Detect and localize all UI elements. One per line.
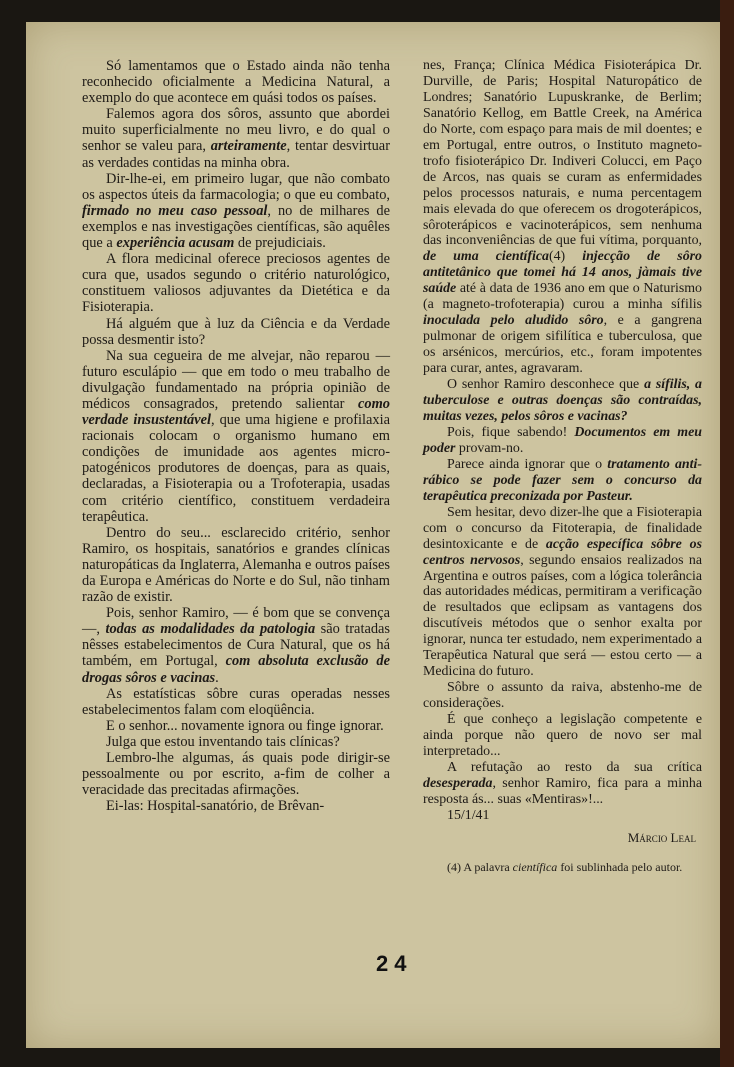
paragraph-text: Dentro do seu... esclarecido critério, senhor Ramiro, os hospitais, sanatórios e grandes clínicas naturopáticas da Inglaterra, Alemanha e outros países da Europa e Américas do Norte e do Sul, não tinham razão de existir.: [82, 524, 390, 606]
footnote: (4) A palavra científica foi sublinhada pelo autor.: [447, 859, 683, 874]
paragraph-text: Há alguém que à luz da Ciência e da Verdade possa desmentir isto?: [82, 315, 390, 348]
page-number: 24: [376, 951, 413, 976]
paragraph-text: , que uma higiene e profilaxia racionais colocam o organismo humano em condições de imunidade aos agentes micro-patogénicos produtores de doenças, para as quais, declaradas, a Fisioterapia ou a Trofoterapia, usadas com critério científico, constituem verdadeira terapêutica.: [82, 412, 390, 525]
paragraph-text: , tentar desvirtuar as verdades contidas na minha obra.: [82, 138, 390, 171]
paragraph-text: Pois, fique sabendo!: [447, 424, 575, 440]
paragraph-text: são tratadas nêsses estabelecimentos de Cura Natural, que os há também, em Portugal,: [82, 621, 391, 670]
paragraph-text: até à data de 1936 ano em que o Naturismo (a magneto-trofoterapia) curou a minha sífilis: [423, 281, 702, 313]
paragraph-text: Lembro-lhe algumas, ás quais pode dirigir-se pessoalmente ou por escrito, a-fim de colher a veracidade das precitadas afirmações.: [82, 750, 390, 799]
emphasis-text: arteiramente: [210, 138, 287, 155]
emphasis-text: como verdade insustentável: [82, 395, 390, 429]
paragraph: [82, 718, 390, 734]
paragraph: [423, 712, 702, 760]
paragraph: [423, 457, 702, 505]
paragraph: [423, 425, 702, 457]
paragraph-text: Na sua cegueira de me alvejar, não reparou — futuro esculápio — que em todo o meu trabalho de divulgação fundamentado na própria opinião de médicos consagrados, pretendo salientar: [82, 347, 390, 412]
paragraph-text: (4): [548, 249, 583, 265]
signature: Márcio Leal: [627, 829, 696, 845]
paragraph-text: Falemos agora dos sôros, assunto que abordei muito superficialmente no meu livro, e do qual o senhor se valeu para,: [82, 106, 390, 155]
paragraph: [423, 680, 702, 712]
paragraph: [82, 251, 390, 315]
paragraph-text: Dir-lhe-ei, em primeiro lugar, que não combato os aspectos úteis da farmacologia; o que eu combato,: [82, 170, 390, 203]
paragraph: [423, 58, 702, 377]
paragraph: [423, 505, 702, 680]
paragraph-text: nes, França; Clínica Médica Fisioterápica Dr. Durville, de Paris; Hospital Naturopático de Londres; Sanatório Lupuskranke, de Berlim; Sanatório Kellog, em Battle Creek, na América do Norte, com espaço para mais de mil doentes; e em Portugal, entre outros, o Instituto magneto-trofo fisioterápico Dr. Indiveri Colucci, em Paço de Arcos, nas quais se curam as enfermidades pelos processos naturais, e numa percentagem mais elevada do que oferecem os drogoterápicos, sôroterápicos e vacinoterápicos, sem nenhuma das inconveniências de que fui vítima, porquanto,: [423, 58, 702, 249]
paragraph-text: provam-no.: [455, 440, 524, 456]
page-edge: [720, 0, 734, 1067]
emphasis-text: de uma científica: [423, 249, 549, 265]
paragraph-text: Julga que estou inventando tais clínicas?: [106, 733, 340, 750]
paragraph-text: , senhor Ramiro, fica para a minha resposta ás... suas «Mentiras»!...: [423, 775, 702, 807]
paragraph-text: , no de milhares de exemplos e nas investigações científicas, são aquêles que a: [82, 202, 390, 252]
paragraph-text: de prejudiciais.: [234, 235, 326, 252]
paragraph-text: Parece ainda ignorar que o: [447, 456, 608, 472]
date: 15/1/41: [447, 807, 490, 823]
paragraph: [82, 734, 390, 750]
paragraph-text: Só lamentamos que o Estado ainda não tenha reconhecido oficialmente a Medicina Natural, a exemplo do que acontece em quási todos os países.: [82, 58, 390, 107]
paragraph-text: , segundo ensaios realizados na Argentina e outros países, com a lógica tolerância das autoridades médicas, permitiram a verificação de resultados que eclipsam as vantagens dos discutíveis métodos que o senhor exalta por ignorar, nunca ter estudado, nem experimentado a Terapêutica Natural que será — estou certo — a Medicina do futuro.: [423, 552, 703, 680]
paragraph: [82, 798, 390, 814]
emphasis-text: com absoluta exclusão de drogas sôros e vacinas: [82, 653, 390, 686]
paragraph: [82, 316, 390, 348]
paragraph-text: Sôbre o assunto da raiva, abstenho-me de considerações.: [423, 680, 702, 712]
emphasis-text: firmado no meu caso pessoal: [82, 202, 268, 219]
paragraph-text: A flora medicinal oferece preciosos agentes de cura que, usados segundo o critério naturológico, constituem valiosos adjuvantes da Dietética e da Fisioterapia.: [82, 251, 390, 316]
emphasis-text: desesperada: [423, 775, 493, 791]
paragraph-text: É que conheço a legislação competente e ainda porque não quero de novo ser mal interpretado...: [423, 712, 702, 759]
emphasis-text: acção específica sôbre os centros nervosos: [423, 536, 702, 568]
paragraph: [82, 106, 390, 170]
right-column: [423, 58, 702, 874]
emphasis-text: todas as modalidades da patologia: [105, 621, 316, 638]
paragraph: [82, 171, 390, 251]
paragraph-text: O senhor Ramiro desconhece que: [447, 377, 645, 393]
paragraph-text: , e a gangrena pulmonar de origem sifilítica e tuberculosa, que os arsénicos, mercúrios, etc., foram impotentes para curar, antes, agravaram.: [423, 313, 702, 377]
paragraph: [82, 525, 390, 605]
left-column: [82, 58, 390, 814]
paragraph: [82, 686, 390, 718]
paragraph: [82, 750, 390, 798]
emphasis-text: inoculada pelo aludido sôro: [423, 313, 604, 329]
paragraph-text: A refutação ao resto da sua crítica: [447, 759, 702, 775]
emphasis-text: Documentos em meu poder: [423, 424, 702, 456]
paragraph-text: As estatísticas sôbre curas operadas nesses estabelecimentos falam com eloqüência.: [82, 685, 390, 718]
paragraph: [82, 58, 390, 106]
paragraph-text: Ei-las: Hospital-sanatório, de Brêvan-: [106, 798, 325, 815]
paragraph: [82, 348, 390, 525]
paragraph-text: Sem hesitar, devo dizer-lhe que a Fisioterapia com o concurso da Fitoterapia, de finalidade desintoxicante e de: [423, 504, 702, 552]
paragraph: [82, 605, 390, 685]
emphasis-text: injecção de sôro antitetânico que tomei há 14 anos, jàmais tive saúde: [423, 249, 702, 297]
paragraph-text: E o senhor... novamente ignora ou finge ignorar.: [106, 717, 384, 734]
paragraph: [423, 760, 702, 808]
emphasis-text: a sífilis, a tuberculose e outras doenças são contraídas, muitas vezes, pelos sôros e vacinas?: [423, 377, 702, 424]
emphasis-text: tratamento anti-rábico se pode fazer sem o concurso da terapêutica preconizada por Pasteur.: [423, 456, 702, 504]
paragraph-text: .: [215, 669, 219, 686]
paragraph: [423, 377, 702, 425]
paragraph-text: Pois, senhor Ramiro, — é bom que se convença —,: [82, 605, 390, 638]
emphasis-text: experiência acusam: [116, 235, 235, 252]
